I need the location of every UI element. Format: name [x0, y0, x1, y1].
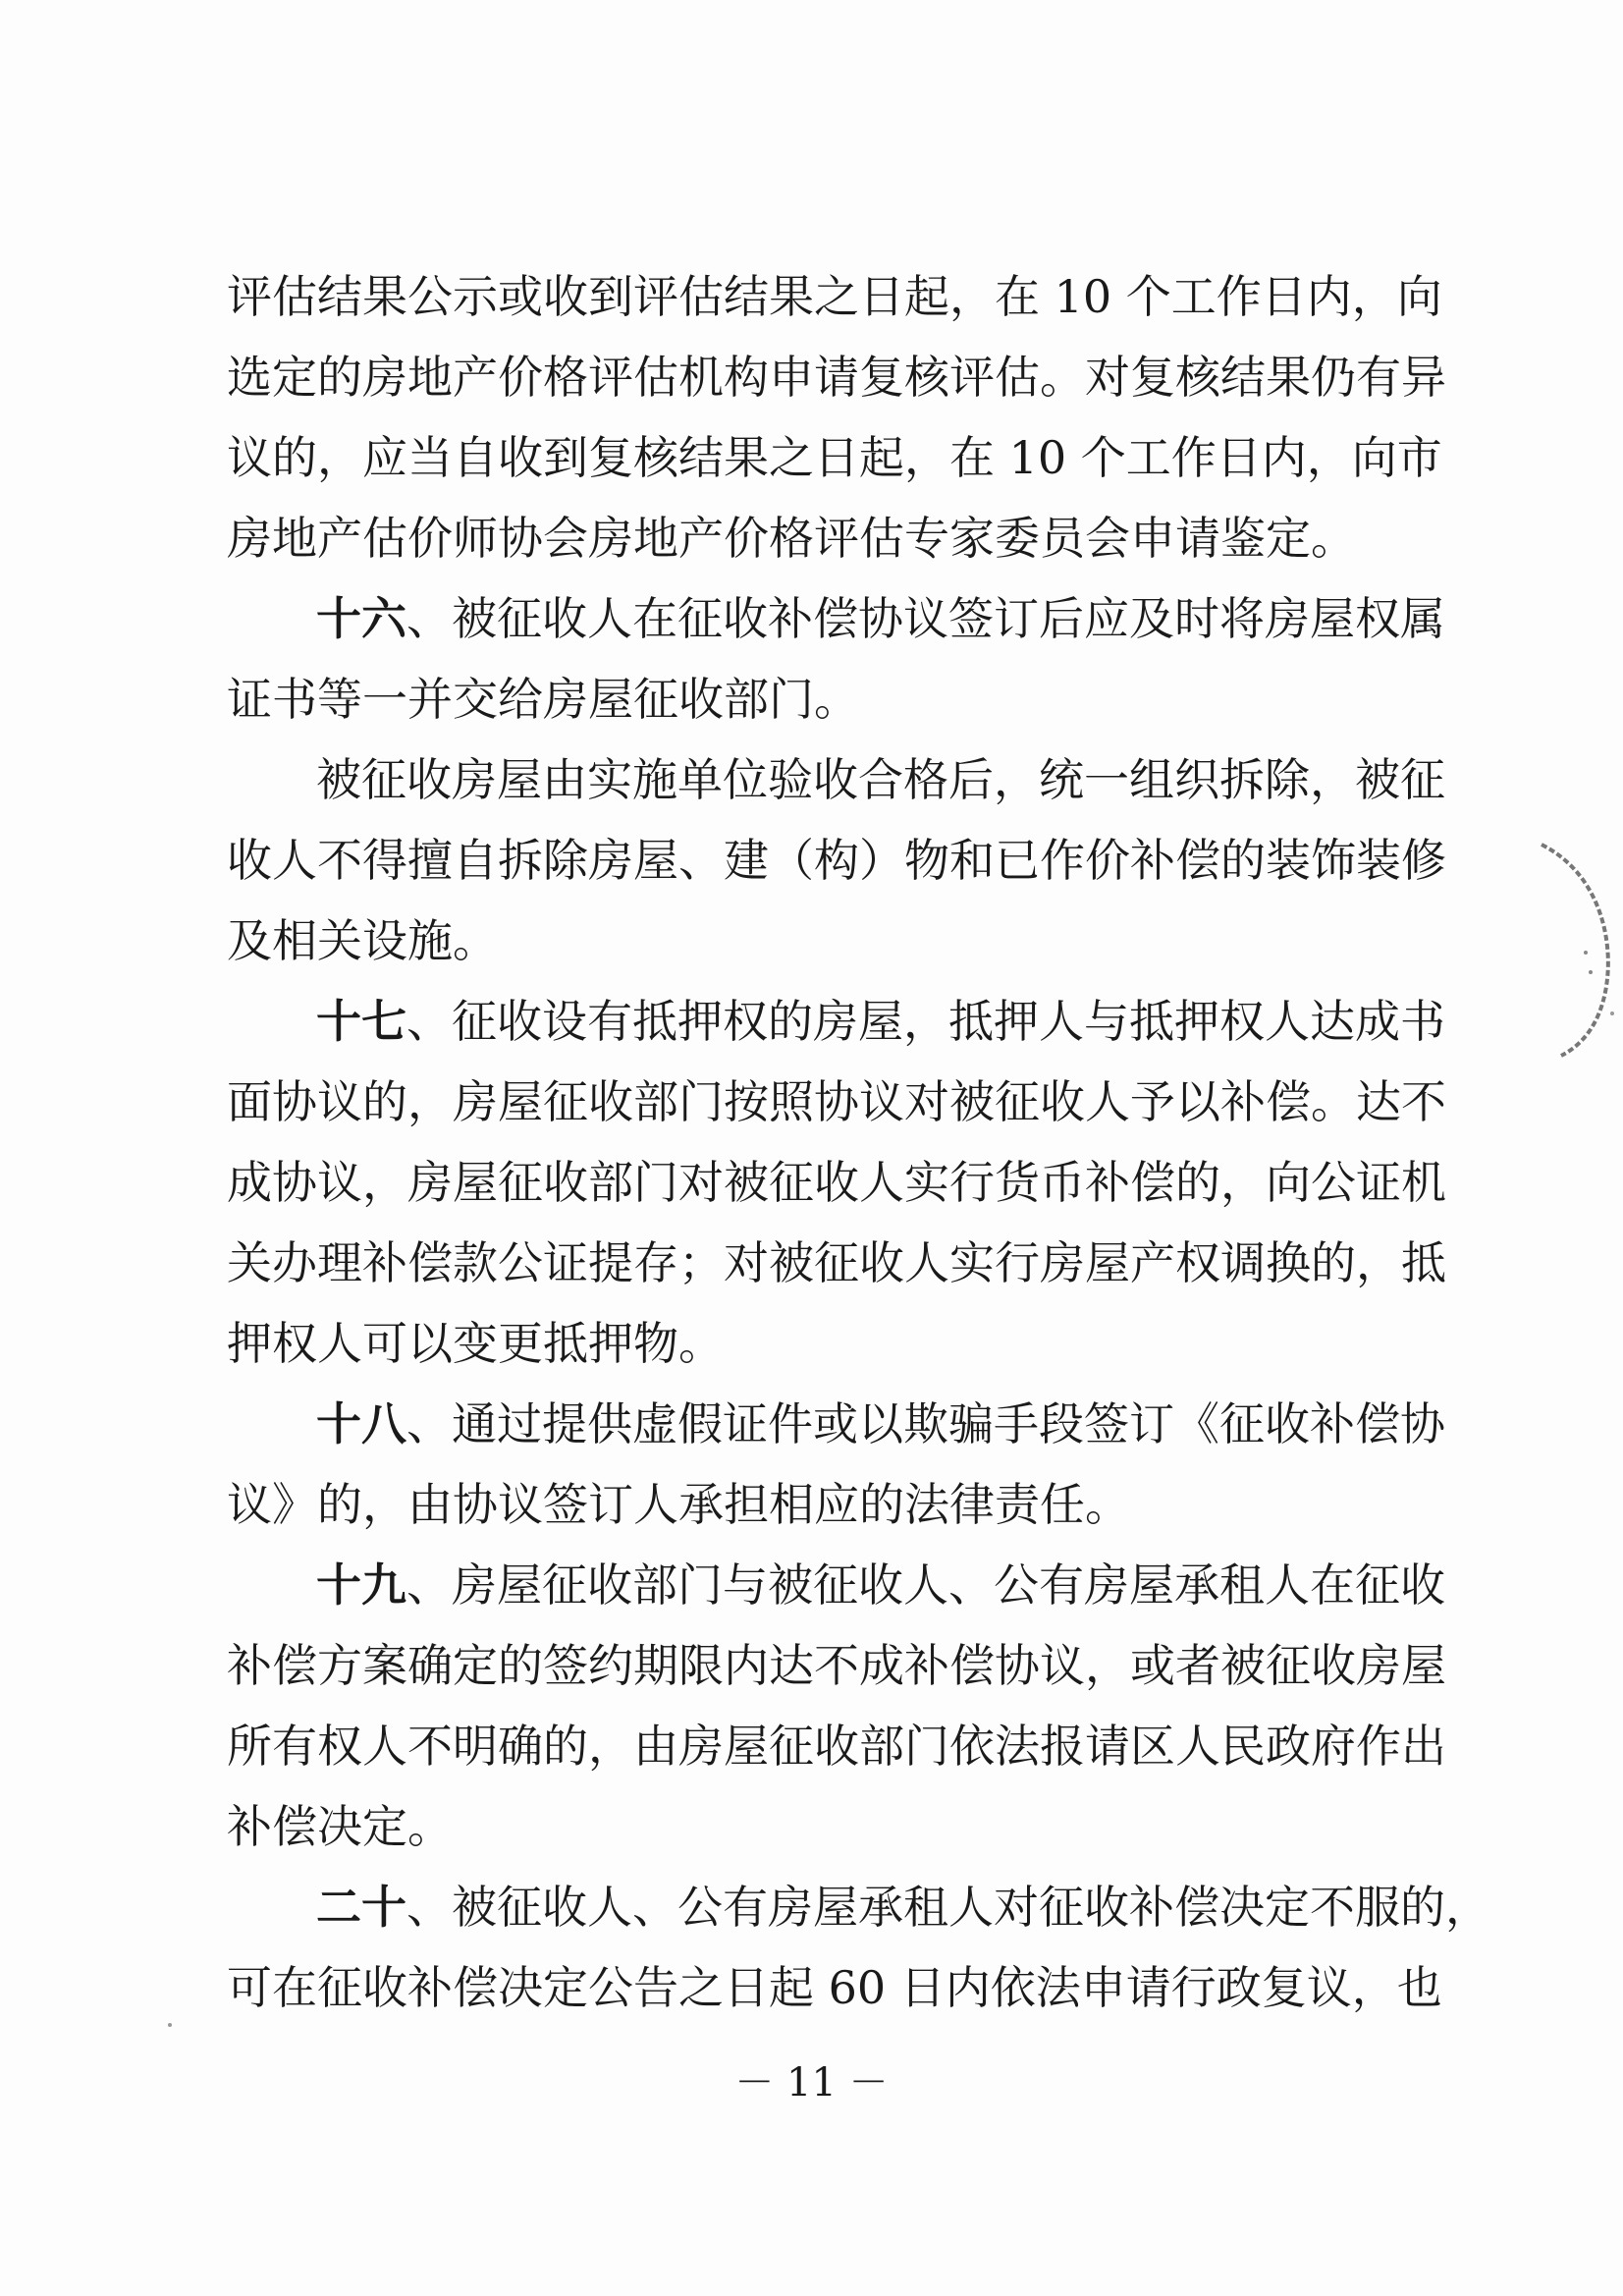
scan-speck — [168, 2023, 172, 2027]
paragraph-20-first-line — [316, 1878, 1490, 1937]
paragraph-18-first-line — [316, 1394, 1445, 1453]
text-span: 、房屋征收部门与被征收人、公有房屋承租人在征收 — [406, 1558, 1445, 1612]
clause-number: 十六 — [316, 592, 406, 645]
text-line: 关办理补偿款公证提存；对被征收人实行房屋产权调换的，抵 — [227, 1236, 1446, 1289]
scan-speck — [1610, 1011, 1614, 1015]
paragraph-17-first-line — [316, 992, 1445, 1051]
text-line: 议》的，由协议签订人承担相应的法律责任。 — [227, 1478, 1130, 1531]
text-line: 押权人可以变更抵押物。 — [227, 1317, 724, 1370]
clause-number: 十八 — [316, 1397, 406, 1450]
text-line: 收人不得擅自拆除房屋、建（构）物和已作价补偿的装饰装修 — [227, 834, 1446, 887]
text-span: 、通过提供虚假证件或以欺骗手段签订《征收补偿协 — [406, 1397, 1445, 1450]
text-line: 及相关设施。 — [227, 914, 498, 967]
clause-number: 十九 — [316, 1558, 406, 1612]
page-number: － 11 － — [734, 2060, 889, 2105]
text-line: 面协议的，房屋征收部门按照协议对被征收人予以补偿。达不 — [227, 1075, 1446, 1128]
paragraph-19-first-line — [316, 1556, 1445, 1614]
text-line: 选定的房地产价格评估机构申请复核评估。对复核结果仍有异 — [227, 351, 1446, 404]
text-span: 、被征收人、公有房屋承租人对征收补偿决定不服的， — [406, 1881, 1490, 1934]
clause-number: 十七 — [316, 995, 406, 1048]
text-line: 证书等一并交给房屋征收部门。 — [227, 673, 859, 726]
text-line: 被征收房屋由实施单位验收合格后，统一组织拆除，被征 — [316, 753, 1445, 806]
text-span: 、被征收人在征收补偿协议签订后应及时将房屋权属 — [406, 592, 1445, 645]
text-line: 议的，应当自收到复核结果之日起，在 10 个工作日内，向市 — [227, 431, 1442, 484]
text-line: 补偿决定。 — [227, 1800, 453, 1853]
text-line: 所有权人不明确的，由房屋征收部门依法报请区人民政府作出 — [227, 1720, 1446, 1773]
text-line: 成协议，房屋征收部门对被征收人实行货币补偿的，向公证机 — [227, 1156, 1446, 1209]
clause-number: 二十 — [316, 1881, 406, 1934]
seal-arc-icon — [1532, 835, 1623, 1061]
text-span: 、征收设有抵押权的房屋，抵押人与抵押权人达成书 — [406, 995, 1445, 1048]
text-line: 评估结果公示或收到评估结果之日起，在 10 个工作日内，向 — [227, 270, 1442, 323]
text-line: 补偿方案确定的签约期限内达不成补偿协议，或者被征收房屋 — [227, 1639, 1446, 1692]
text-line: 可在征收补偿决定公告之日起 60 日内依法申请行政复议，也 — [227, 1961, 1442, 2014]
paragraph-16-first-line — [316, 589, 1445, 648]
text-line: 房地产估价师协会房地产价格评估专家委员会申请鉴定。 — [227, 512, 1356, 565]
